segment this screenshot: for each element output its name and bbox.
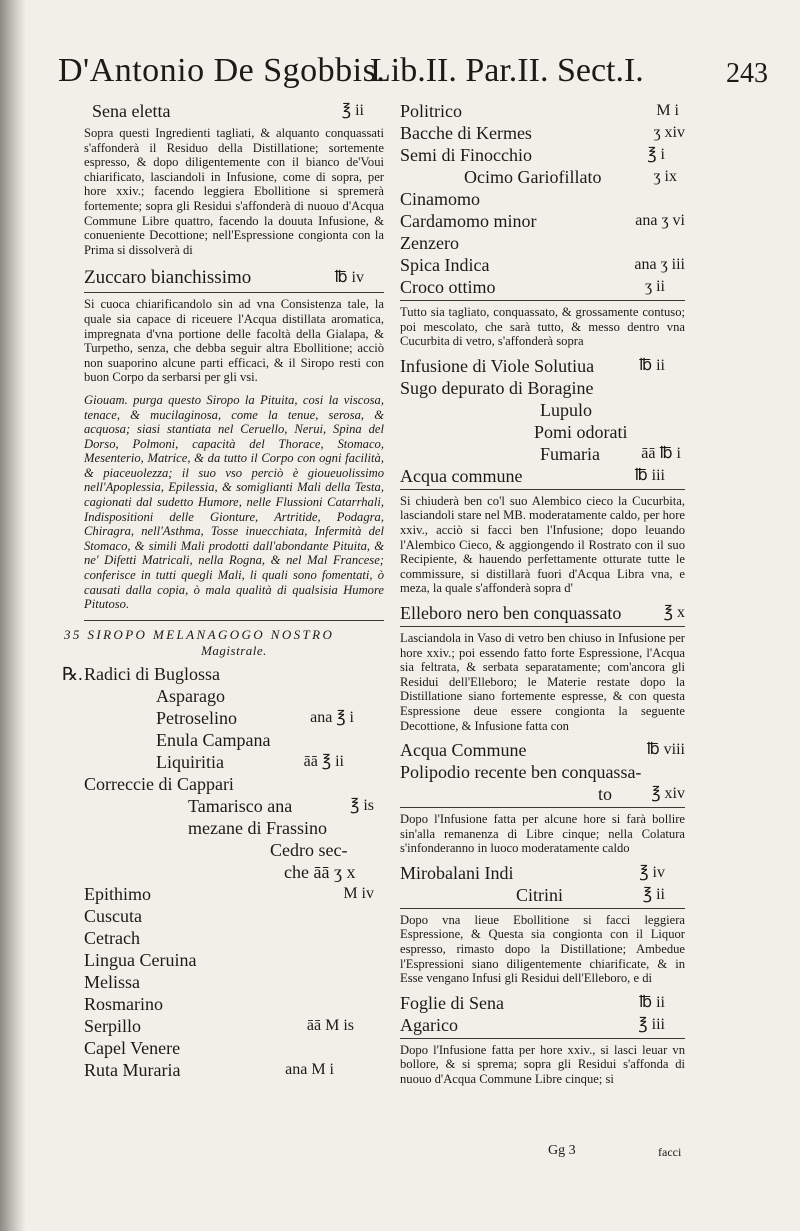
paragraph: Lasciandola in Vaso di vetro ben chiuso in Infusione per hore xxiv.; poi essendo fatto forte Espressione, l'Acqua sia feltrata, & serbata separatamente; com'ancora gli Residui dell'Elleboro; le Materie restate dopo la Distillatione siano fortemente espresse, & con questa Espressione deue essere congionta la seguente Decottione, & Infusione fatta con [400,630,685,733]
ingredient-name: Fumaria [540,443,600,464]
ingredient-dose: ana ʒ iii [634,256,685,273]
ingredient-line [400,399,685,421]
ingredient-line [400,465,685,487]
paragraph-uses: Giouam. purga questo Siropo la Pituita, cosi la viscosa, tenace, & mucilaginosa, come la tenue, serosa, & acquosa; siasi stantiata nel Ceruello, Nerui, Spina del Dorso, Polmoni, capacità del Thorace, Stomaco, Mesenterio, Matrice, & da tutto il Corpo con ogni facilità, & piaceuolezza; il suo vso perciò è gioueuolissimo nell'Apoplessia, Epilessia, & somiglianti Mali della Testa, cagionati dal sudetto Humore, nelle Flussioni Catarrhali, Indispositioni delle Gionture, Artritide, Podagra, Chiragra, nell'Asthma, Tosse inuecchiata, Infermità del Stomaco, & simili Mali prodotti dall'abondante Pituita, & ne' Difetti Matricali, nella Rogna, & nel Mal Francese; conferisce in tutti quegli Mali, li quali sono fomentati, ò causati dalla copia, ò mala qualità di qualsisia Humore Pitutoso. [84,392,384,612]
ingredient-name: Cetrach [84,927,140,948]
ingredient-dose: ℥ i [647,146,665,163]
ingredient-name: che āā ʒ x [284,861,356,882]
ingredient-dose: M i [656,102,679,119]
ingredient-name: Semi di Finocchio [400,145,532,165]
ingredient-name: Acqua Commune [400,740,527,761]
ingredient-line [400,232,685,254]
ingredient-dose: ana ℥ i [310,708,354,726]
ingredient-line [400,122,685,144]
paragraph: Dopo l'Infusione fatta per alcune hore si farà bollire sin'alla remanenza di Libre cinque; nella Colatura s'infonderanno in luoco moderatamente caldo [400,812,685,856]
divider [400,489,685,490]
catchword: facci [658,1145,682,1159]
ingredient-line [84,861,384,883]
ingredient-line [400,992,685,1014]
divider [400,300,685,301]
ingredient-name: Pomi odorati [534,421,628,442]
ingredient-line [84,707,384,729]
ingredient-name: Ocimo Gariofillato [464,167,602,187]
ingredient-name: Infusione di Viole Solutiua [400,355,595,376]
ingredient-dose: ℥ ii [642,885,665,903]
ingredient-line [84,817,384,839]
paragraph: Dopo vna lieue Ebollitione si facci leggiera Espressione, & Questa sia congionta con il Liquor espresso, rimasto dopo la Distillatione; Ambedue l'Espressioni siano diligentemente chiarificate, & in Esse vengano Infusi gli Residui dell'Elleboro, e di [400,912,685,986]
ingredient-line [400,862,685,884]
divider [400,807,685,808]
ingredient-line [84,993,384,1015]
ingredient-name: mezane di Frassino [188,817,327,838]
recipe-subtitle: Magistrale. [201,642,267,658]
ingredient-name: Ruta Muraria [84,1059,181,1080]
paragraph: Si chiuderà ben co'l suo Alembico cieco la Cucurbita, lasciandoli stare nel MB. moderatamente caldo, per hore xxiv., acciò si facci ben l'Infusione; dopo leuando l'Alembico Cieco, & aggiongendo il Rostrato con il suo Recipiente, & hauendo perfettamente otturate tutte le commissure, si distillarà fuori d'Acqua Libra vna, e meza, la quale s'affonderà sopra d' [400,493,686,596]
ingredient-name: Lingua Ceruina [84,949,197,970]
ingredient-name: Serpillo [84,1015,141,1036]
ingredient-dose: ʒ xiv [653,124,685,141]
ingredient-line [84,883,384,905]
ingredient-name: Correccie di Cappari [84,773,234,794]
ingredient-dose: ℥ is [350,796,374,814]
ingredient-dose: āā ℥ ii [303,752,344,770]
ingredient-line [400,254,685,276]
running-head: D'Antonio De Sgobbis. [58,52,386,89]
ingredient-line [400,739,685,761]
ingredient-line [84,265,384,290]
ingredient-dose: āā ℔ i [641,444,681,462]
divider [400,626,685,627]
ingredient-line [84,1059,384,1081]
signature-mark: Gg 3 [548,1143,576,1158]
paragraph: Dopo l'Infusione fatta per hore xxiv., si lasci leuar vn bollore, & si sprema; sopra gli Residui s'affonda di nuouo d'Acqua Commune Libre cinque; si [400,1042,685,1087]
ingredient-dose: ℔ iv [334,269,364,287]
recipe-title: 35 SIROPO MELANAGOGO NOSTRO [64,626,335,642]
ingredient-name: Zenzero [400,233,459,253]
ingredient-dose: ℔ viii [646,741,685,759]
ingredient-name: Spica Indica [400,255,490,275]
ingredient-name: Epithimo [84,883,151,904]
ingredient-line [84,927,384,949]
ingredient-line [84,949,384,971]
divider [400,1038,685,1039]
ingredient-name: Elleboro nero ben conquassato [400,602,622,623]
ingredient-name: Petroselino [156,707,237,728]
ingredient-line [84,905,384,927]
ingredient-line [84,751,384,773]
ingredient-name: Zuccaro bianchissimo [84,267,252,289]
paragraph: Sopra questi Ingredienti tagliati, & alquanto conquassati s'affonderà il Residuo della Distillatione; sortemente espresso, & dopo diligentemente con il bianco de'Voui chiarificato, lasciandoli in Infusione, come di sopra, per hore xxiv.; facendo leggiera Ebollitione si spremerà fortemente; sopra gli Residui s'affonderà di nuouo d'Acqua Commune Libre quattro, facendo la douuta Infusione, & conueniente Decottione; nell'Espressione congionta con la Prima si dissolverà di [84,126,384,257]
paragraph: Tutto sia tagliato, conquassato, & grossamente contuso; poi mescolato, che sarà tutto, & messo dentro vna Cucurbita di vetro, s'affonderà sopra [400,305,685,349]
ingredient-name: Polipodio recente ben conquassa- [400,762,642,783]
ingredient-dose: ℔ ii [639,356,665,374]
ingredient-name: Cedro sec- [270,839,348,860]
ingredient-line [84,795,384,817]
ingredient-name: Cuscuta [84,905,142,926]
ingredient-line [84,773,384,795]
ingredient-name: Citrini [516,884,564,905]
ingredient-name: Enula Campana [156,729,271,750]
ingredient-dose: ana M i [285,1060,334,1078]
recipe-mark: ℞. [62,663,83,684]
divider [400,908,685,909]
ingredient-name: Mirobalani Indi [400,862,514,883]
ingredient-line [400,761,685,783]
ingredient-line [400,1014,685,1036]
ingredient-name: Asparago [156,685,225,706]
ingredient-dose: āā M is [306,1016,354,1034]
ingredient-line [84,100,384,122]
ingredient-name: Tamarisco ana [188,795,293,816]
ingredient-name: to [598,784,613,805]
right-column [400,100,685,1087]
ingredient-line [84,1037,384,1059]
ingredient-line [84,685,384,707]
ingredient-line [400,210,685,232]
ingredient-line [400,166,685,188]
ingredient-line [400,188,685,210]
ingredient-name: Bacche di Kermes [400,123,532,143]
ingredient-name: Acqua commune [400,465,523,486]
ingredient-name: Cardamomo minor [400,211,537,231]
ingredient-line [84,839,384,861]
ingredient-dose: ℥ ii [341,102,364,119]
ingredient-dose: ana ʒ vi [635,212,685,229]
ingredient-dose: ℥ iii [638,1015,665,1033]
ingredient-line [400,783,685,805]
divider [84,620,384,621]
ingredient-line [62,663,384,685]
ingredient-dose: ℔ iii [634,466,665,484]
ingredient-line [84,729,384,751]
ingredient-line [400,144,685,166]
ingredient-name: Agarico [400,1014,458,1035]
ingredient-name: Capel Venere [84,1037,181,1058]
ingredient-dose: ℥ iv [639,863,665,881]
book-section: Lib.II. Par.II. Sect.I. [370,52,644,89]
ingredient-name: Rosmarino [84,993,163,1014]
ingredient-name: Lupulo [540,399,592,420]
ingredient-dose: ℥ x [663,603,685,621]
folio-number: 243 [726,58,768,89]
ingredient-line [400,377,685,399]
ingredient-line [400,276,685,298]
ingredient-name: Melissa [84,971,140,992]
ingredient-dose: ℔ ii [639,993,665,1011]
ingredient-line [400,602,685,624]
ingredient-name: Cinamomo [400,189,480,209]
ingredient-line [400,421,685,443]
ingredient-dose: ℥ xiv [651,785,685,803]
ingredient-line [84,1015,384,1037]
binding-shadow [0,0,26,1231]
left-column [62,100,384,1081]
ingredient-line [400,355,685,377]
ingredient-dose: M iv [343,884,374,902]
ingredient-name: Sena eletta [92,101,171,121]
ingredient-line [400,884,685,906]
ingredient-dose: ʒ ii [645,278,665,295]
paragraph: Si cuoca chiarificandolo sin ad vna Consistenza tale, la quale sia capace di riceuere l'Acqua distillata aromatica, impregnata d'vna portione delle facoltà della Gialapa, & Turpetho, senza, che debba seguir altra Ebollitione; acciò non suaporino alcune parti efficaci, & il Siropo resti con buon Corpo da serbarsi per gli vsi. [84,297,384,385]
page-header [58,52,770,98]
ingredient-name: Radici di Buglossa [84,663,220,684]
ingredient-line [84,971,384,993]
ingredient-name: Foglie di Sena [400,992,504,1013]
ingredient-name: Liquiritia [156,751,224,772]
ingredient-line [400,100,685,122]
ingredient-name: Croco ottimo [400,277,496,297]
divider [84,292,384,293]
ingredient-dose: ʒ ix [653,168,677,185]
ingredient-name: Sugo depurato di Boragine [400,377,594,398]
ingredient-line [400,443,685,465]
ingredient-name: Politrico [400,101,462,121]
